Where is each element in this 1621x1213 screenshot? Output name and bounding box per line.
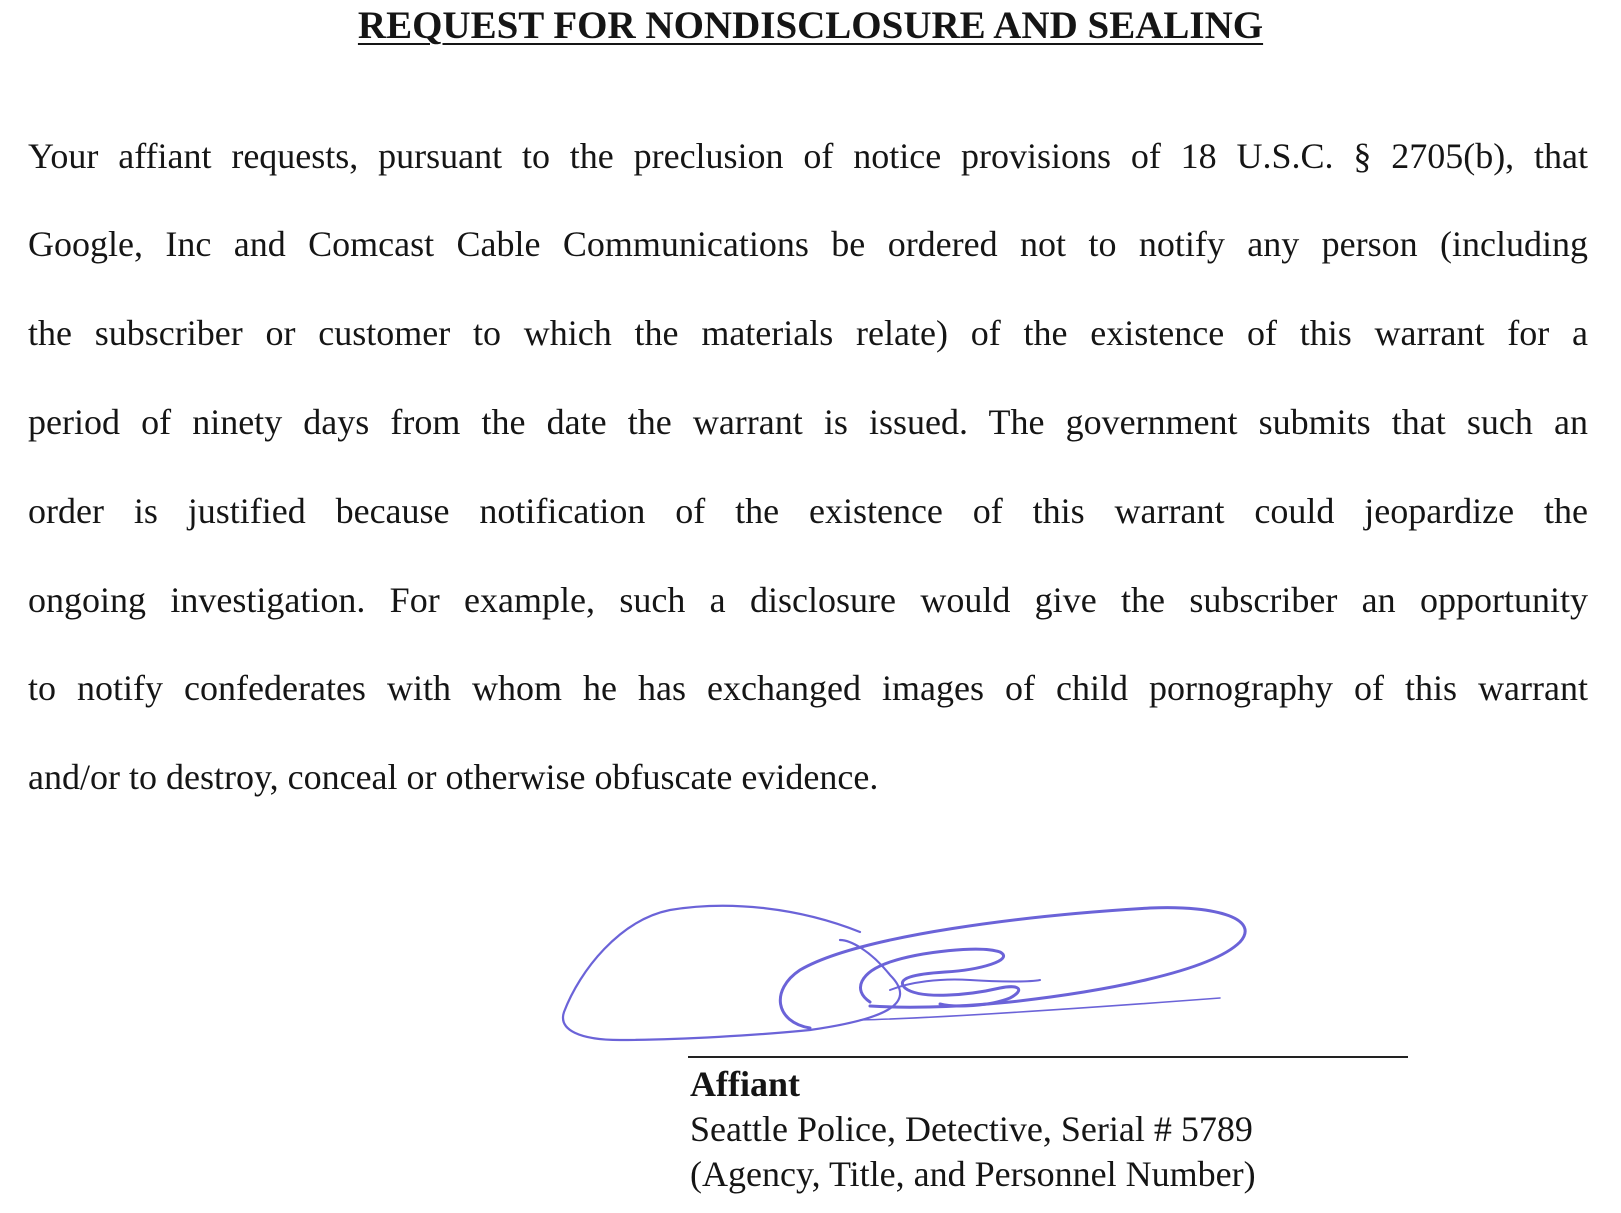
document-title: [0, 2, 1621, 50]
body-line-2: Google, Inc and Comcast Cable Communications be ordered not to notify any person (including: [28, 224, 1588, 264]
affiant-caption: (Agency, Title, and Personnel Number): [690, 1154, 1256, 1194]
body-line-8: and/or to destroy, conceal or otherwise obfuscate evidence.: [28, 757, 879, 797]
body-line-4: period of ninety days from the date the warrant is issued. The government submits that such an: [28, 402, 1588, 442]
body-line-6: ongoing investigation. For example, such a disclosure would give the subscriber an opportunity: [28, 580, 1588, 620]
body-line-1: Your affiant requests, pursuant to the preclusion of notice provisions of 18 U.S.C. § 2705(b), that: [28, 136, 1588, 176]
handwritten-signature: [560, 880, 1300, 1080]
body-line-5: order is justified because notification of the existence of this warrant could jeopardize the: [28, 491, 1588, 531]
body-line-7: to notify confederates with whom he has exchanged images of child pornography of this warrant: [28, 668, 1588, 708]
affiant-agency-title-serial: Seattle Police, Detective, Serial # 5789: [690, 1109, 1253, 1149]
signature-line: [688, 1056, 1408, 1058]
body-line-3: the subscriber or customer to which the materials relate) of the existence of this warrant for a: [28, 313, 1588, 353]
affiant-label: Affiant: [690, 1064, 800, 1104]
document-title-text: REQUEST FOR NONDISCLOSURE AND SEALING: [357, 4, 1264, 47]
